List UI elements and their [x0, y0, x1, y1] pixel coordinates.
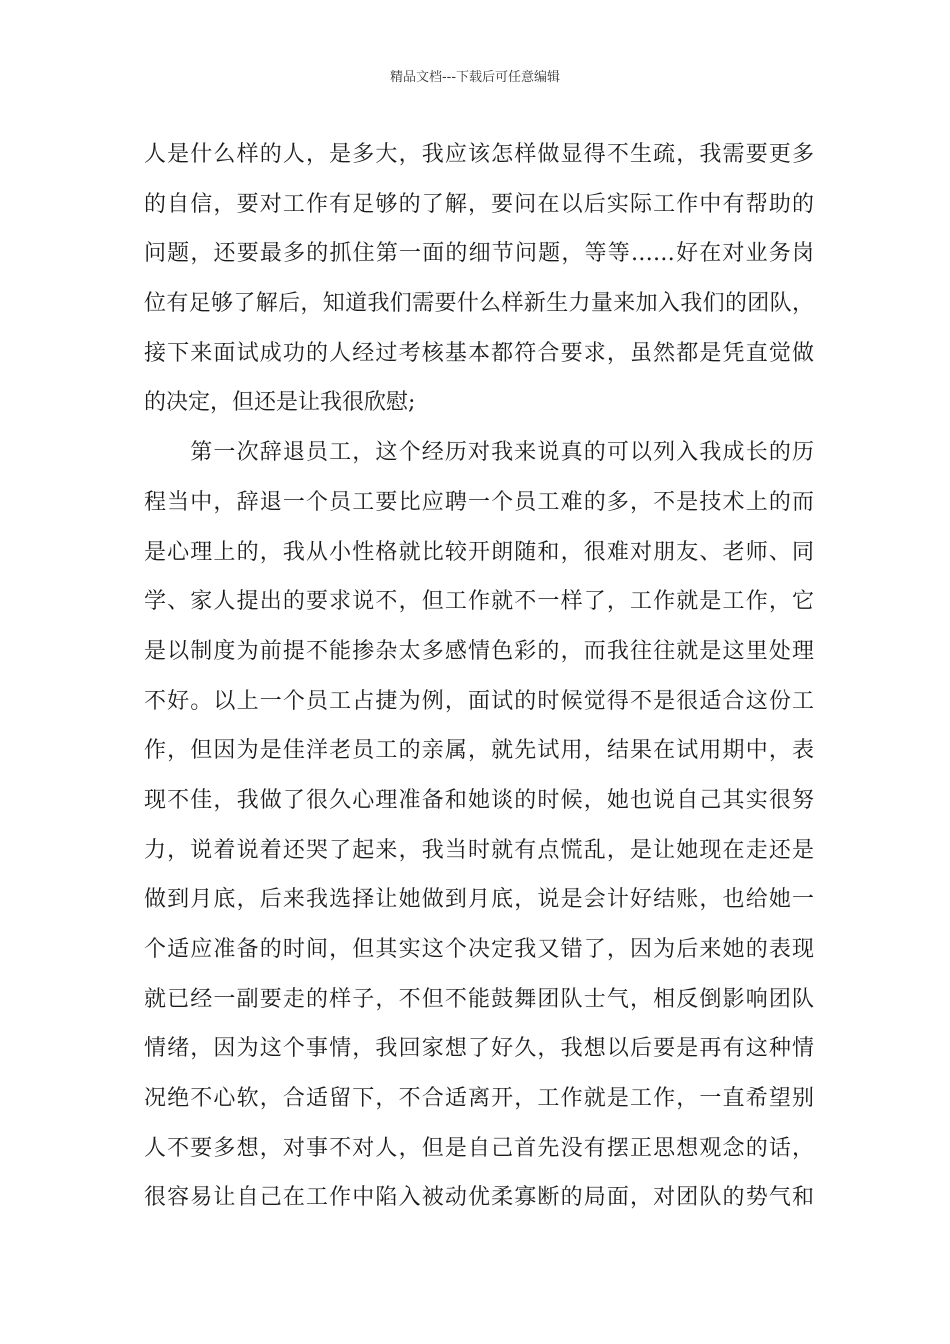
- text-line: 的自信，要对工作有足够的了解，要问在以后实际工作中有帮助的: [144, 191, 814, 217]
- text-line: 位有足够了解后，知道我们需要什么样新生力量来加入我们的团队，: [144, 291, 814, 317]
- text-line: 现不佳，我做了很久心理准备和她谈的时候，她也说自己其实很努: [144, 787, 814, 813]
- text-line: 是心理上的，我从小性格就比较开朗随和，很难对朋友、老师、同: [144, 539, 814, 565]
- text-line: 做到月底，后来我选择让她做到月底，说是会计好结账，也给她一: [144, 887, 814, 913]
- text-line: 人是什么样的人，是多大，我应该怎样做显得不生疏，我需要更多: [144, 142, 814, 167]
- text-line: 是以制度为前提不能掺杂太多感情色彩的，而我往往就是这里处理: [144, 638, 814, 664]
- page-header: 精品文档---下载后可任意编辑: [389, 70, 561, 85]
- text-line: 就已经一副要走的样子，不但不能鼓舞团队士气，相反倒影响团队: [144, 986, 814, 1012]
- document-body: [144, 130, 814, 1223]
- text-line: 第一次辞退员工，这个经历对我来说真的可以列入我成长的历: [144, 440, 814, 466]
- text-line: 人不要多想，对事不对人，但是自己首先没有摆正思想观念的话，: [144, 1135, 814, 1161]
- text-line: 不好。以上一个员工占捷为例，面试的时候觉得不是很适合这份工: [144, 688, 814, 714]
- text-line: 况绝不心软，合适留下，不合适离开，工作就是工作，一直希望别: [144, 1086, 814, 1112]
- text-line: 作，但因为是佳洋老员工的亲属，就先试用，结果在试用期中，表: [144, 738, 814, 764]
- text-line: 的决定，但还是让我很欣慰;: [144, 390, 416, 416]
- text-line: 接下来面试成功的人经过考核基本都符合要求，虽然都是凭直觉做: [144, 340, 814, 366]
- text-line: 程当中，辞退一个员工要比应聘一个员工难的多，不是技术上的而: [144, 489, 814, 515]
- text-line: 力，说着说着还哭了起来，我当时就有点慌乱，是让她现在走还是: [144, 837, 814, 863]
- text-line: 问题，还要最多的抓住第一面的细节问题，等等……好在对业务岗: [144, 241, 814, 267]
- text-line: 情绪，因为这个事情，我回家想了好久，我想以后要是再有这种情: [144, 1036, 814, 1062]
- text-line: 个适应准备的时间，但其实这个决定我又错了，因为后来她的表现: [144, 937, 814, 962]
- text-line: 很容易让自己在工作中陷入被动优柔寡断的局面，对团队的势气和: [144, 1185, 814, 1211]
- text-line: 学、家人提出的要求说不，但工作就不一样了，工作就是工作，它: [144, 589, 814, 615]
